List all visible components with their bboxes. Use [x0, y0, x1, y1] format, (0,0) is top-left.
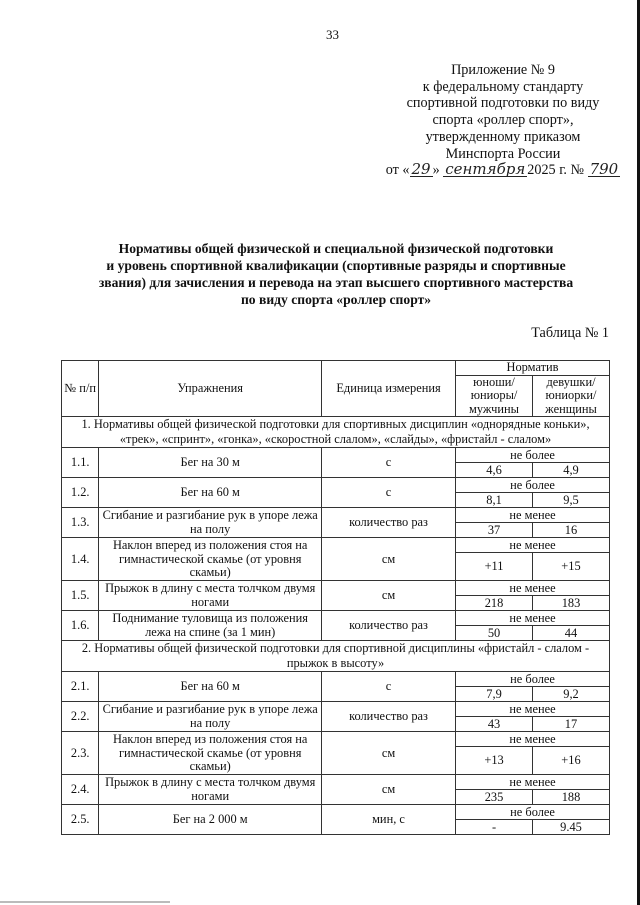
row-condition: не менее — [456, 581, 610, 596]
table-row — [62, 775, 610, 790]
row-unit: с — [321, 448, 455, 478]
value-male: 37 — [456, 523, 533, 538]
section-title: 1. Нормативы общей физической подготовки для спортивных дисциплин «однорядные коньки», «трек», «спринт», «гонка», «скоростной слалом», «слайды», «фристайл - слалом» — [62, 417, 610, 448]
order-date-line — [378, 162, 628, 179]
handwritten-month: сентября — [445, 160, 526, 179]
row-unit: количество раз — [321, 702, 455, 732]
row-unit: количество раз — [321, 611, 455, 641]
row-number: 2.2. — [62, 702, 99, 732]
approval-line: спортивной подготовки по виду — [406, 95, 600, 112]
row-condition: не менее — [456, 611, 610, 626]
value-female: 9.45 — [533, 820, 610, 835]
header-number: № п/п — [62, 361, 99, 417]
norms-table — [61, 360, 610, 835]
value-female: 183 — [533, 596, 610, 611]
approval-line: спорта «роллер спорт», — [432, 112, 574, 129]
value-male: 8,1 — [456, 493, 533, 508]
scan-artifact — [0, 901, 170, 903]
handwritten-order-number: 790 — [589, 160, 619, 179]
value-male: 7,9 — [456, 687, 533, 702]
row-exercise: Наклон вперед из положения стоя на гимнастической скамье (от уровня скамьи) — [99, 732, 322, 775]
table-row — [62, 448, 610, 463]
approval-line: Минспорта России — [445, 145, 561, 162]
value-female: 9,5 — [533, 493, 610, 508]
row-condition: не менее — [456, 508, 610, 523]
row-exercise: Бег на 30 м — [99, 448, 322, 478]
row-unit: количество раз — [321, 508, 455, 538]
value-female: +15 — [533, 553, 610, 581]
document-title — [62, 240, 610, 308]
section-row — [62, 417, 610, 448]
row-condition: не более — [456, 448, 610, 463]
value-female: 44 — [533, 626, 610, 641]
value-male: 50 — [456, 626, 533, 641]
table-body — [62, 417, 610, 835]
year-text: 2025 г. № — [527, 162, 585, 179]
row-number: 1.4. — [62, 538, 99, 581]
row-unit: с — [321, 672, 455, 702]
value-female: 16 — [533, 523, 610, 538]
title-line: Нормативы общей физической и специальной физической подготовки — [118, 241, 554, 256]
table-label: Таблица № 1 — [531, 325, 609, 341]
row-unit: с — [321, 478, 455, 508]
value-male: 218 — [456, 596, 533, 611]
value-female: 17 — [533, 717, 610, 732]
date-prefix: от « — [385, 162, 410, 179]
approval-line: к федеральному стандарту — [422, 78, 584, 95]
table-row — [62, 702, 610, 717]
value-male: - — [456, 820, 533, 835]
row-number: 1.2. — [62, 478, 99, 508]
row-condition: не менее — [456, 538, 610, 553]
row-unit: мин, с — [321, 805, 455, 835]
row-unit: см — [321, 581, 455, 611]
approval-line: Приложение № 9 — [451, 62, 555, 78]
title-line: звания) для зачисления и перевода на этап высшего спортивного мастерства — [98, 275, 574, 290]
header-male: юноши/ юниоры/ мужчины — [456, 375, 533, 417]
row-exercise: Прыжок в длину с места толчком двумя ногами — [99, 775, 322, 805]
value-male: +13 — [456, 747, 533, 775]
row-condition: не менее — [456, 732, 610, 747]
header-exercise: Упражнения — [99, 361, 322, 417]
row-number: 1.1. — [62, 448, 99, 478]
row-exercise: Бег на 2 000 м — [99, 805, 322, 835]
table-row — [62, 805, 610, 820]
value-female: 4,9 — [533, 463, 610, 478]
header-female: девушки/ юниорки/ женщины — [533, 375, 610, 417]
section-row — [62, 641, 610, 672]
value-female: 188 — [533, 790, 610, 805]
row-number: 1.5. — [62, 581, 99, 611]
approval-block — [378, 62, 628, 179]
value-female: 9,2 — [533, 687, 610, 702]
row-condition: не более — [456, 672, 610, 687]
row-unit: см — [321, 538, 455, 581]
value-male: 43 — [456, 717, 533, 732]
header-norm: Норматив — [456, 361, 610, 376]
row-condition: не более — [456, 805, 610, 820]
value-female: +16 — [533, 747, 610, 775]
row-exercise: Наклон вперед из положения стоя на гимнастической скамье (от уровня скамьи) — [99, 538, 322, 581]
value-male: 4,6 — [456, 463, 533, 478]
row-number: 1.6. — [62, 611, 99, 641]
row-condition: не менее — [456, 702, 610, 717]
row-exercise: Бег на 60 м — [99, 478, 322, 508]
row-unit: см — [321, 775, 455, 805]
table-row — [62, 508, 610, 523]
table-row — [62, 611, 610, 626]
row-exercise: Поднимание туловища из положения лежа на спине (за 1 мин) — [99, 611, 322, 641]
approval-line: утвержденному приказом — [425, 128, 581, 145]
table-row — [62, 672, 610, 687]
row-number: 1.3. — [62, 508, 99, 538]
title-line: по виду спорта «роллер спорт» — [240, 292, 432, 307]
row-number: 2.4. — [62, 775, 99, 805]
handwritten-day: 29 — [411, 160, 431, 179]
title-line: и уровень спортивной квалификации (спортивные разряды и спортивные — [106, 258, 566, 273]
row-number: 2.5. — [62, 805, 99, 835]
row-exercise: Сгибание и разгибание рук в упоре лежа на полу — [99, 702, 322, 732]
header-unit: Единица измерения — [321, 361, 455, 417]
value-male: 235 — [456, 790, 533, 805]
page-number: 33 — [326, 27, 339, 42]
row-exercise: Сгибание и разгибание рук в упоре лежа на полу — [99, 508, 322, 538]
row-number: 2.3. — [62, 732, 99, 775]
table-row — [62, 538, 610, 553]
table-row — [62, 478, 610, 493]
value-male: +11 — [456, 553, 533, 581]
table-row — [62, 732, 610, 747]
day-suffix: » — [432, 162, 440, 179]
table-row — [62, 581, 610, 596]
row-exercise: Прыжок в длину с места толчком двумя ногами — [99, 581, 322, 611]
row-condition: не менее — [456, 775, 610, 790]
row-condition: не более — [456, 478, 610, 493]
row-unit: см — [321, 732, 455, 775]
row-number: 2.1. — [62, 672, 99, 702]
row-exercise: Бег на 60 м — [99, 672, 322, 702]
section-title: 2. Нормативы общей физической подготовки для спортивной дисциплины «фристайл - слалом - прыжок в высоту» — [62, 641, 610, 672]
